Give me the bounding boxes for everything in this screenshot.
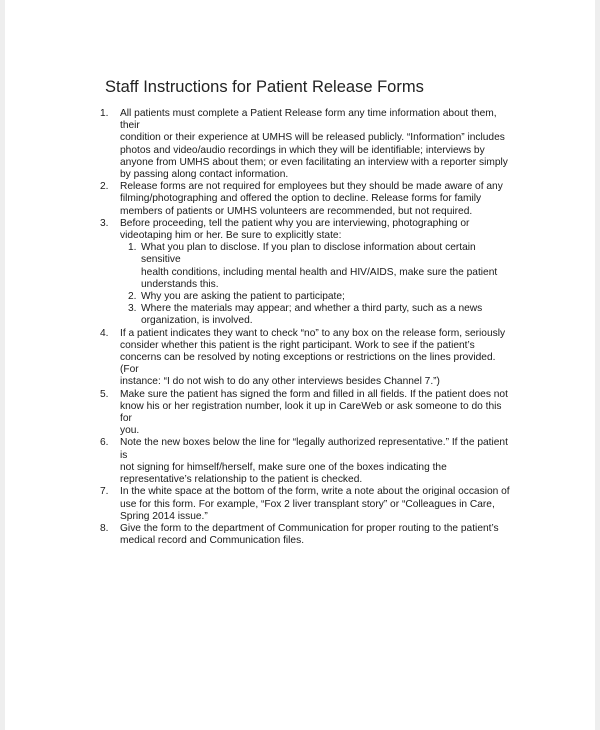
sub-list-item — [120, 242, 512, 291]
list-item-text — [120, 389, 512, 438]
list-item-text — [120, 486, 512, 523]
sub-list-item-number: 3. — [128, 303, 137, 315]
sub-list-item-text — [141, 242, 512, 291]
text-line: Note the new boxes below the line for “legally authorized representative.” If the patient is — [120, 437, 508, 461]
list-item — [100, 181, 512, 218]
text-line: know his or her registration number, look it up in CareWeb or ask someone to do this for — [120, 400, 502, 425]
text-line: videotaping him or her. Be sure to explicitly state: — [120, 230, 342, 242]
text-line: Spring 2014 issue.” — [120, 510, 208, 522]
text-line: Why you are asking the patient to participate; — [141, 291, 345, 303]
text-line: All patients must complete a Patient Release form any time information about them, their — [120, 108, 497, 132]
text-line: concerns can be resolved by noting exceptions or restrictions on the lines provided. (For — [120, 352, 496, 376]
list-item-number: 7. — [100, 486, 109, 498]
list-item-number: 3. — [100, 217, 109, 229]
list-item-text — [120, 328, 512, 389]
text-line: filming/photographing and offered the option to decline. Release forms for family — [120, 193, 482, 205]
sub-list-item-text — [141, 291, 512, 303]
list-item — [100, 523, 512, 547]
text-line: In the white space at the bottom of the form, write a note about the original occasion of — [120, 486, 510, 498]
text-line: use for this form. For example, “Fox 2 liver transplant story” or “Colleagues in Care, — [120, 498, 495, 510]
document-page — [5, 0, 595, 730]
text-line: consider whether this patient is the right participant. Work to see if the patient’s — [120, 339, 475, 351]
text-line: health conditions, including mental health and HIV/AIDS, make sure the patient — [141, 266, 498, 278]
list-item-text — [120, 108, 512, 181]
text-line: not signing for himself/herself, make sure one of the boxes indicating the — [120, 461, 447, 473]
sub-list-item-number: 1. — [128, 242, 137, 254]
text-line: anyone from UMHS about them; or even facilitating an interview with a reporter simply — [120, 156, 508, 168]
list-item — [100, 108, 512, 181]
sub-list-item — [120, 303, 512, 327]
list-item-text — [120, 218, 512, 328]
list-item-number: 2. — [100, 181, 109, 193]
text-line: Before proceeding, tell the patient why you are interviewing, photographing or — [120, 217, 470, 229]
list-item — [100, 486, 512, 523]
list-item-number: 6. — [100, 437, 109, 449]
list-item-number: 1. — [100, 108, 109, 119]
text-line: If a patient indicates they want to check “no” to any box on the release form, seriously — [120, 327, 506, 339]
list-item-number: 4. — [100, 327, 109, 339]
text-line: photos and video/audio recordings in which they will be identifiable; interviews by — [120, 144, 485, 156]
text-line: instance: “I do not wish to do any other interviews besides Channel 7.”) — [120, 376, 440, 388]
text-line: by passing along contact information. — [120, 169, 289, 181]
text-line: Where the materials may appear; and whether a third party, such as a news — [141, 303, 483, 315]
text-line: understands this. — [141, 278, 219, 290]
document-title: Staff Instructions for Patient Release Forms — [105, 78, 424, 96]
text-line: you. — [120, 425, 140, 437]
text-line: representative’s relationship to the patient is checked. — [120, 474, 363, 486]
text-line: organization, is involved. — [141, 315, 253, 327]
text-line: Release forms are not required for employees but they should be made aware of any — [120, 181, 503, 193]
list-item-text — [120, 181, 512, 218]
instruction-list — [100, 108, 512, 547]
list-item-number: 8. — [100, 522, 109, 534]
text-line: condition or their experience at UMHS will be released publicly. “Information” includes — [120, 132, 505, 144]
text-line: Give the form to the department of Communication for proper routing to the patient’s — [120, 522, 499, 534]
list-item-text — [120, 437, 512, 486]
sub-list-item — [120, 291, 512, 303]
sub-list-item-text — [141, 303, 512, 327]
text-line: members of patients or UMHS volunteers are recommended, but not required. — [120, 205, 473, 217]
sub-list-item-number: 2. — [128, 291, 137, 303]
list-item — [100, 437, 512, 486]
list-item-number: 5. — [100, 388, 109, 400]
list-item — [100, 328, 512, 389]
text-line: medical record and Communication files. — [120, 535, 305, 547]
list-item-text — [120, 523, 512, 547]
list-item — [100, 389, 512, 438]
text-line: Make sure the patient has signed the form and filled in all fields. If the patient does not — [120, 388, 508, 400]
list-item — [100, 218, 512, 328]
text-line: What you plan to disclose. If you plan to disclose information about certain sensitive — [141, 242, 476, 266]
